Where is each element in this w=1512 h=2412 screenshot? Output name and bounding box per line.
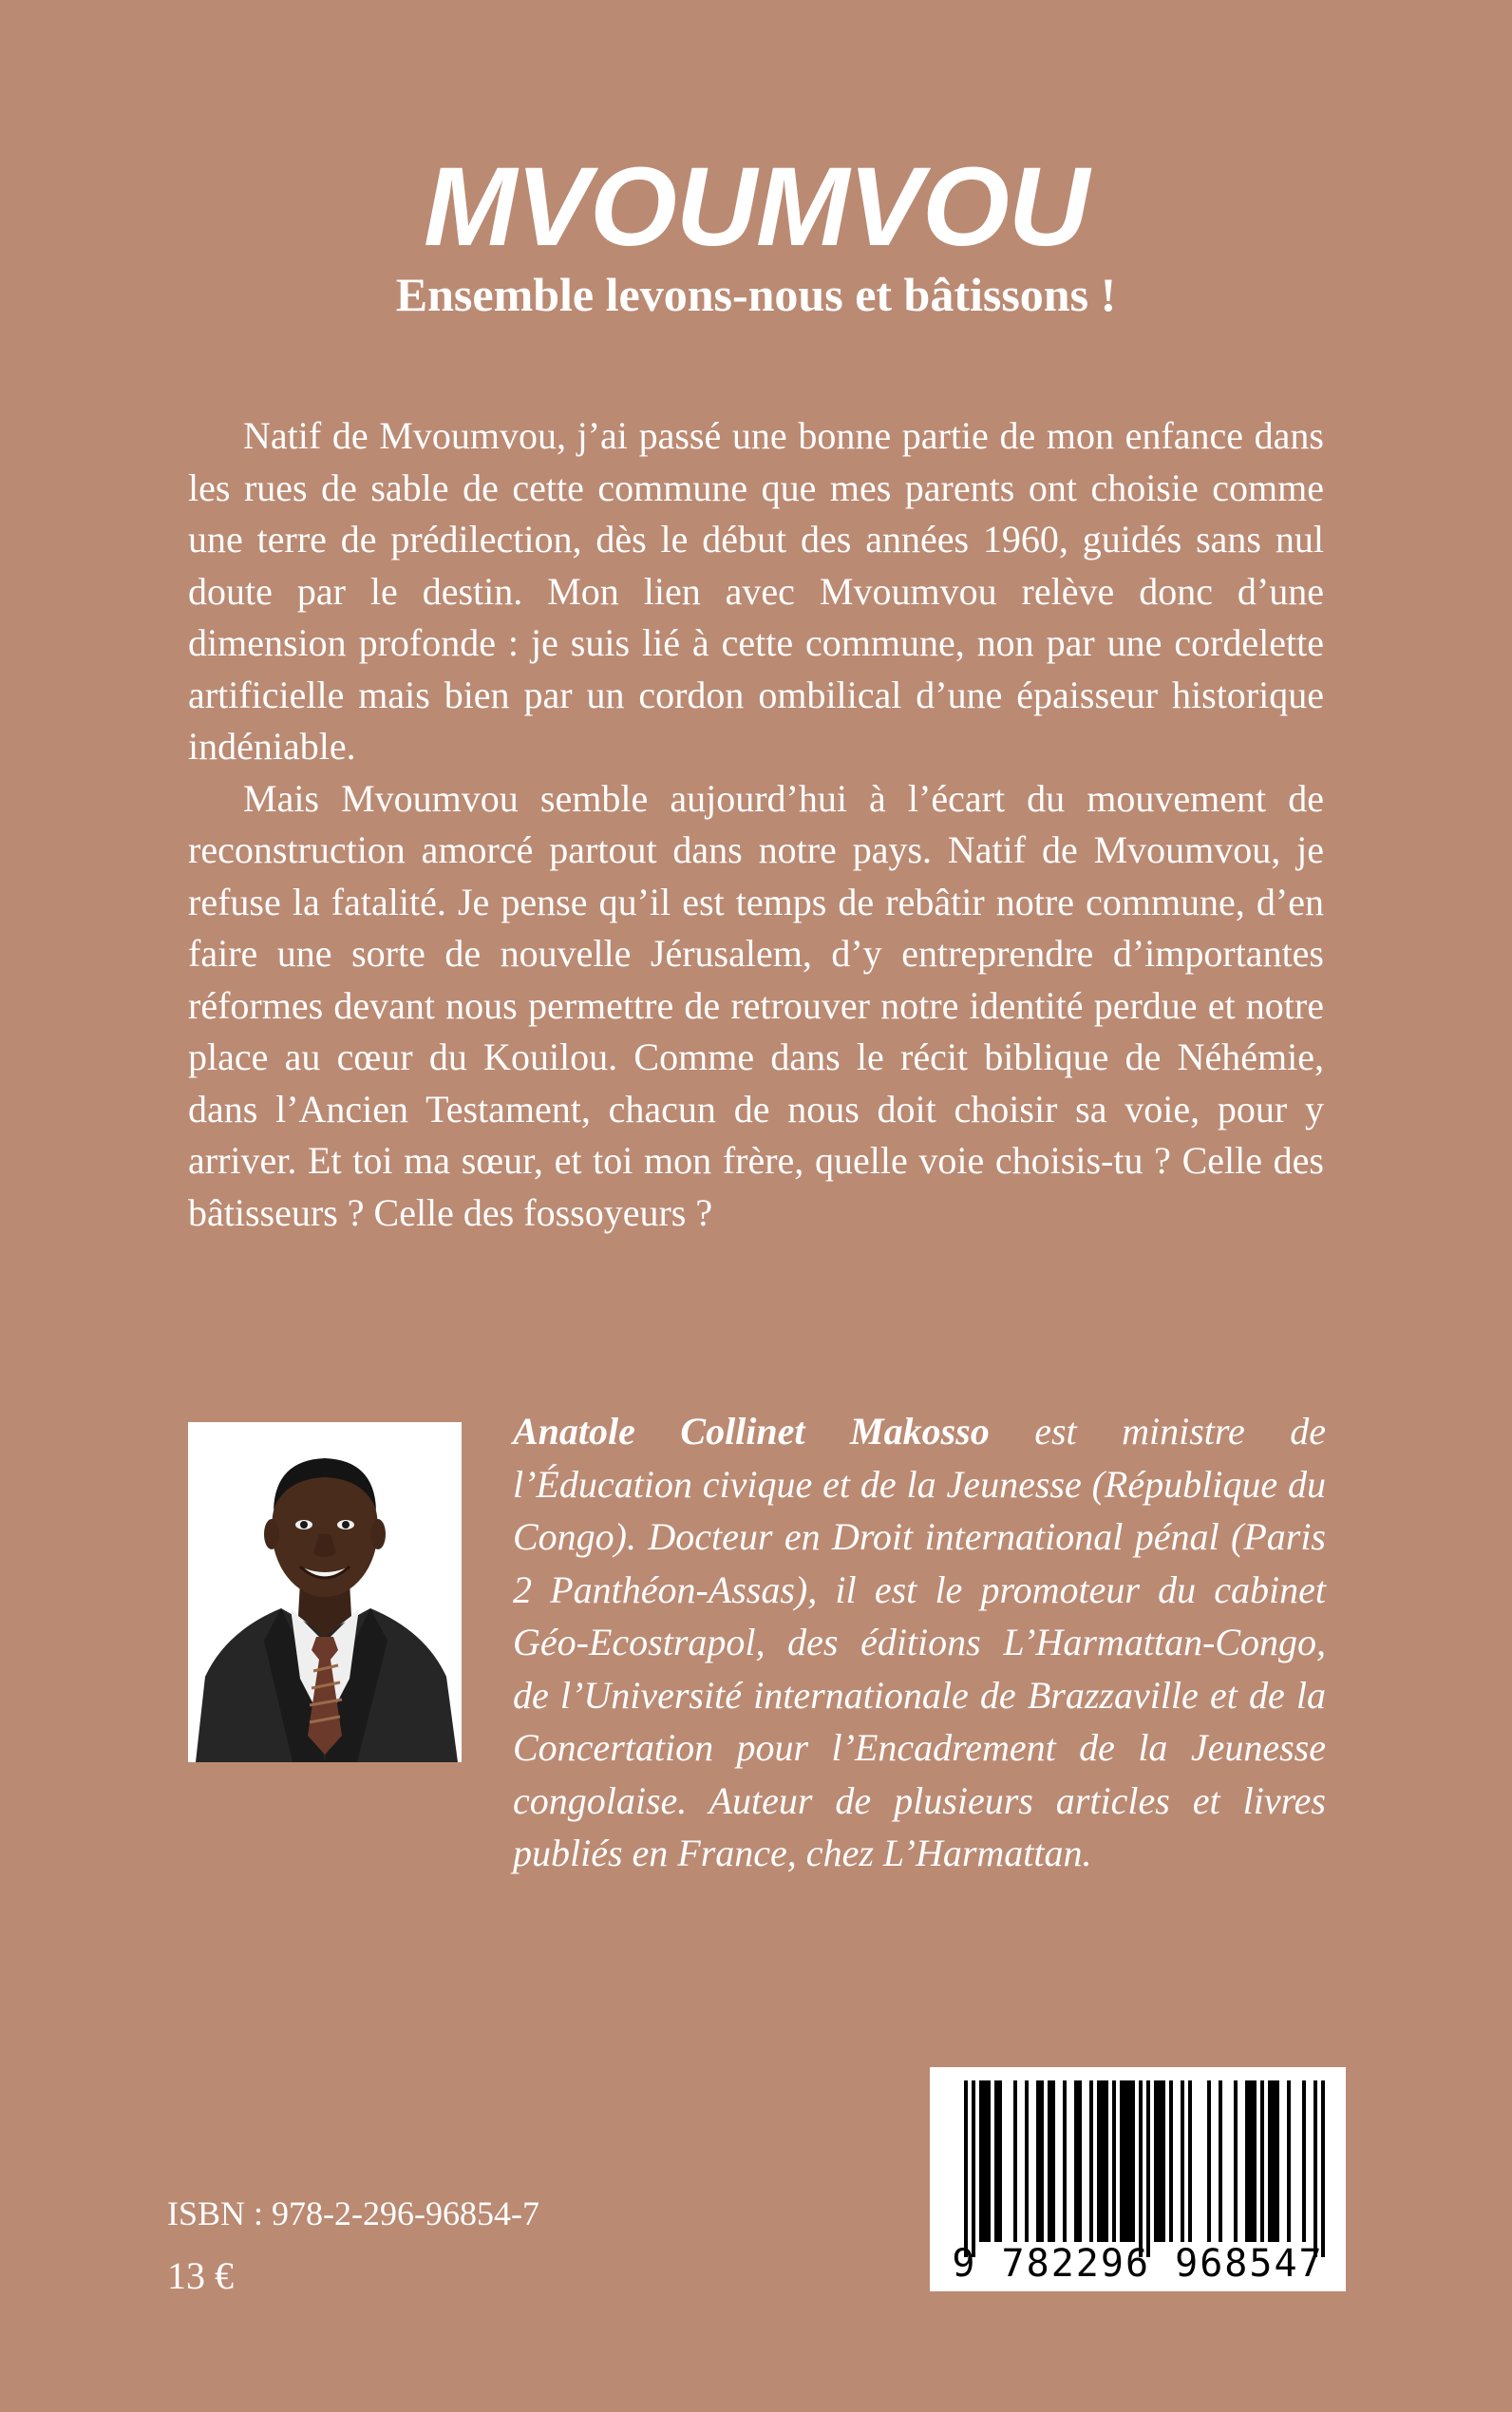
barcode-bar: [1051, 2080, 1055, 2242]
barcode-bar: [1272, 2080, 1276, 2242]
barcode-bar: [998, 2080, 1002, 2242]
barcode: [930, 2067, 1346, 2291]
barcode-bar: [1287, 2080, 1291, 2242]
barcode-bar: [1234, 2080, 1238, 2242]
blurb-paragraph: Mais Mvoumvou semble aujourd’hui à l’écart du mouvement de reconstruction amorcé partout dans notre pays. Natif de Mvoumvou, je refuse la fatalité. Je pense qu’il est temps de rebâtir notre commune, d’en faire une sorte de nouvelle Jérusalem, d’y entreprendre d’importantes réformes devant nous permettre de retrouver notre identité perdue et notre place au cœur du Kouilou. Comme dans le récit biblique de Néhémie, dans l’Ancien Testament, chacun de nous doit choisir sa voie, pour y arriver. Et toi ma sœur, et toi mon frère, quelle voie choisis-tu ? Celle des bâtisseurs ? Celle des fossoyeurs ?: [188, 776, 1324, 1234]
barcode-bar: [979, 2080, 983, 2242]
barcode-bar: [1048, 2080, 1051, 2242]
barcode-bar: [983, 2080, 987, 2242]
barcode-bar: [1321, 2080, 1325, 2257]
book-subtitle: Ensemble levons-nous et bâtissons !: [395, 268, 1117, 321]
barcode-bar: [1105, 2080, 1108, 2242]
author-name: Anatole Collinet Makosso: [513, 1410, 990, 1453]
barcode-bar: [1063, 2080, 1067, 2242]
barcode-bar: [1124, 2080, 1127, 2242]
isbn-label: ISBN : 978-2-296-96854-7: [167, 2194, 539, 2232]
barcode-bar: [1040, 2080, 1044, 2242]
price-label: 13 €: [167, 2254, 234, 2297]
barcode-digits: 9 782296 968547: [952, 2242, 1324, 2286]
barcode-bar: [1013, 2080, 1017, 2242]
author-photo: [188, 1422, 462, 1762]
barcode-bar: [1268, 2080, 1272, 2242]
barcode-bar: [987, 2080, 991, 2242]
blurb-paragraph: Natif de Mvoumvou, j’ai passé une bonne partie de mon enfance dans les rues de sable de cette commune que mes parents ont choisie comme une terre de prédilection, dès le début des années 1960, guidés sans nul doute par le destin. Mon lien avec Mvoumvou relève donc d’une dimension profonde : je suis lié à cette commune, non par une cordelette artificielle mais bien par un cordon ombilical d’une épaisseur historique indéniable.: [188, 414, 1324, 768]
barcode-bar: [1207, 2080, 1211, 2242]
barcode-bar: [1120, 2080, 1124, 2242]
barcode-bar: [1162, 2080, 1165, 2242]
barcode-bar: [1219, 2080, 1222, 2242]
barcode-bar: [1302, 2080, 1306, 2242]
barcode-bar: [1188, 2080, 1192, 2242]
back-cover-blurb: [188, 410, 1324, 1239]
barcode-bar: [1139, 2080, 1143, 2257]
book-title: MVOUMVOU: [424, 144, 1088, 270]
barcode-bar: [1154, 2080, 1158, 2242]
barcode-bar: [994, 2080, 998, 2242]
barcode-bar: [1245, 2080, 1249, 2242]
barcode-bar: [1036, 2080, 1040, 2242]
barcode-bar: [1097, 2080, 1101, 2242]
barcode-bar: [1078, 2080, 1082, 2242]
barcode-bar: [1089, 2080, 1093, 2242]
barcode-bar: [1253, 2080, 1257, 2242]
author-bio: [513, 1405, 1326, 1880]
barcode-bar: [1314, 2080, 1317, 2257]
barcode-bar: [964, 2080, 968, 2257]
barcode-bar: [1158, 2080, 1162, 2242]
barcode-bar: [1169, 2080, 1173, 2242]
barcode-bar: [1146, 2080, 1150, 2257]
barcode-bar: [1131, 2080, 1135, 2242]
barcode-bar: [972, 2080, 975, 2257]
barcode-bar: [1025, 2080, 1029, 2242]
barcode-bar: [1127, 2080, 1131, 2242]
barcode-bar: [1112, 2080, 1116, 2242]
barcode-bar: [1260, 2080, 1264, 2242]
barcode-bar: [1181, 2080, 1184, 2242]
barcode-bar: [1101, 2080, 1105, 2242]
barcode-bar: [1249, 2080, 1253, 2242]
author-bio-text: est ministre de l’Éducation civique et de la Jeunesse (République du Congo). Docteur en Droit international pénal (Paris 2 Panthéon-Assas), il est le promoteur du cabinet Géo-Ecostrapol, des éditions L’Harmattan-Congo, de l’Université internationale de Brazzaville et de la Concertation pour l’Encadrement de la Jeunesse congolaise. Auteur de plusieurs articles et livres publiés en France, chez L’Harmattan.: [513, 1410, 1326, 1874]
barcode-bar: [1276, 2080, 1279, 2242]
barcode-bar: [1074, 2080, 1078, 2242]
